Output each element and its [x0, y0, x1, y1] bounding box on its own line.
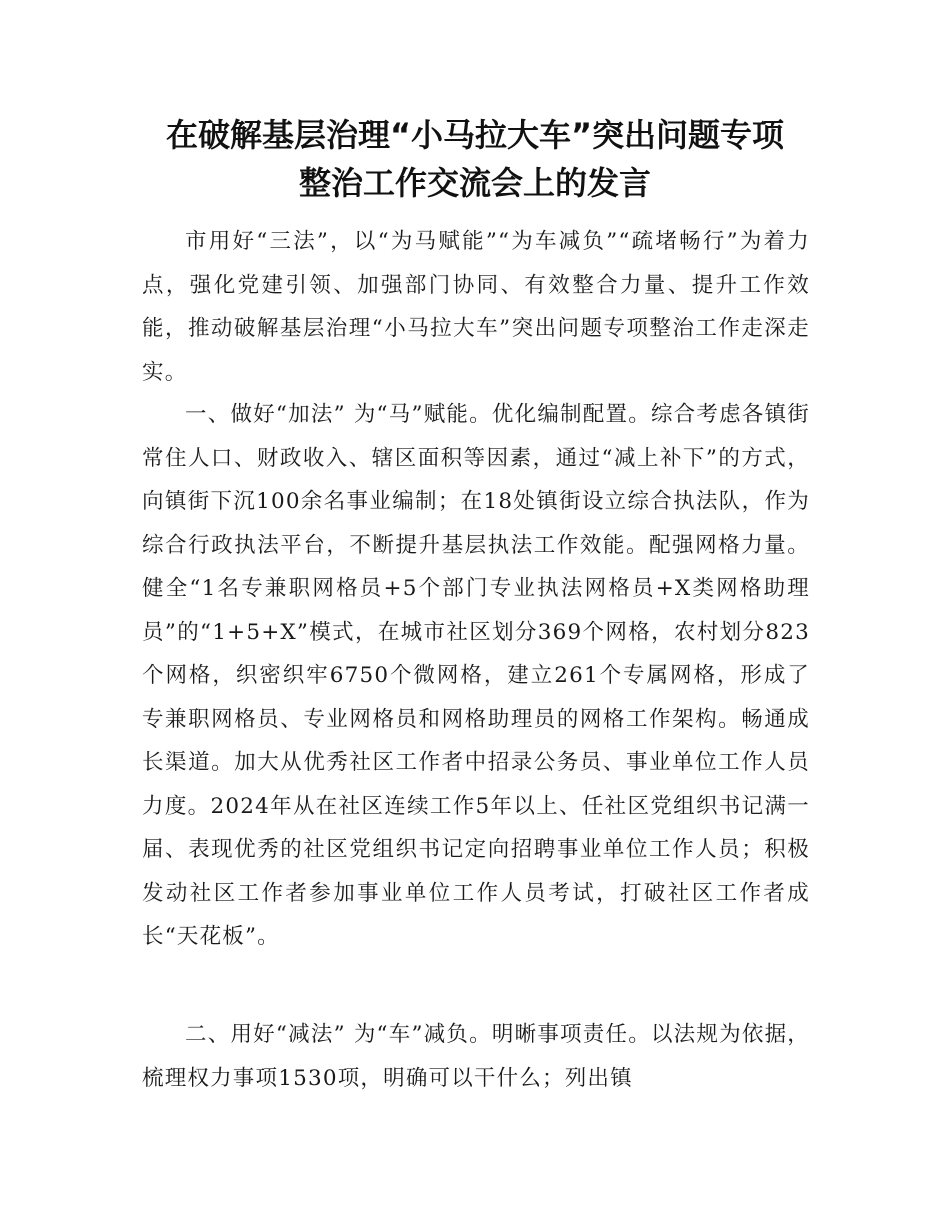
- paragraph-section-one: 一、做好“加法” 为“马”赋能。优化编制配置。综合考虑各镇街常住人口、财政收入、辖区面积等因素，通过“减上补下”的方式，向镇街下沉100余名事业编制；在18处镇街设立综合执法队，作为综合行政执法平台，不断提升基层执法工作效能。配强网格力量。健全“1名专兼职网格员+5个部门专业执法网格员+X类网格助理员”的“1+5+X”模式，在城市社区划分369个网格，农村划分823个网格，织密织牢6750个微网格，建立261个专属网格，形成了专兼职网格员、专业网格员和网格助理员的网格工作架构。畅通成长渠道。加大从优秀社区工作者中招录公务员、事业单位工作人员力度。2024年从在社区连续工作5年以上、任社区党组织书记满一届、表现优秀的社区党组织书记定向招聘事业单位工作人员；积极发动社区工作者参加事业单位工作人员考试，打破社区工作者成长“天花板”。: [142, 402, 810, 949]
- paragraph-intro: 市用好“三法”，以“为马赋能”“为车减负”“疏堵畅行”为着力点，强化党建引领、加强部门协同、有效整合力量、提升工作效能，推动破解基层治理“小马拉大车”突出问题专项整治工作走深走实。: [142, 229, 810, 385]
- document-title-line-2: 整治工作交流会上的发言: [298, 164, 651, 202]
- paragraph-section-two: 二、用好“减法” 为“车”减负。明晰事项责任。以法规为依据，梳理权力事项1530项，明确可以干什么；列出镇: [142, 1022, 810, 1091]
- document-title-line-1: 在破解基层治理“小马拉大车”突出问题专项: [165, 116, 785, 154]
